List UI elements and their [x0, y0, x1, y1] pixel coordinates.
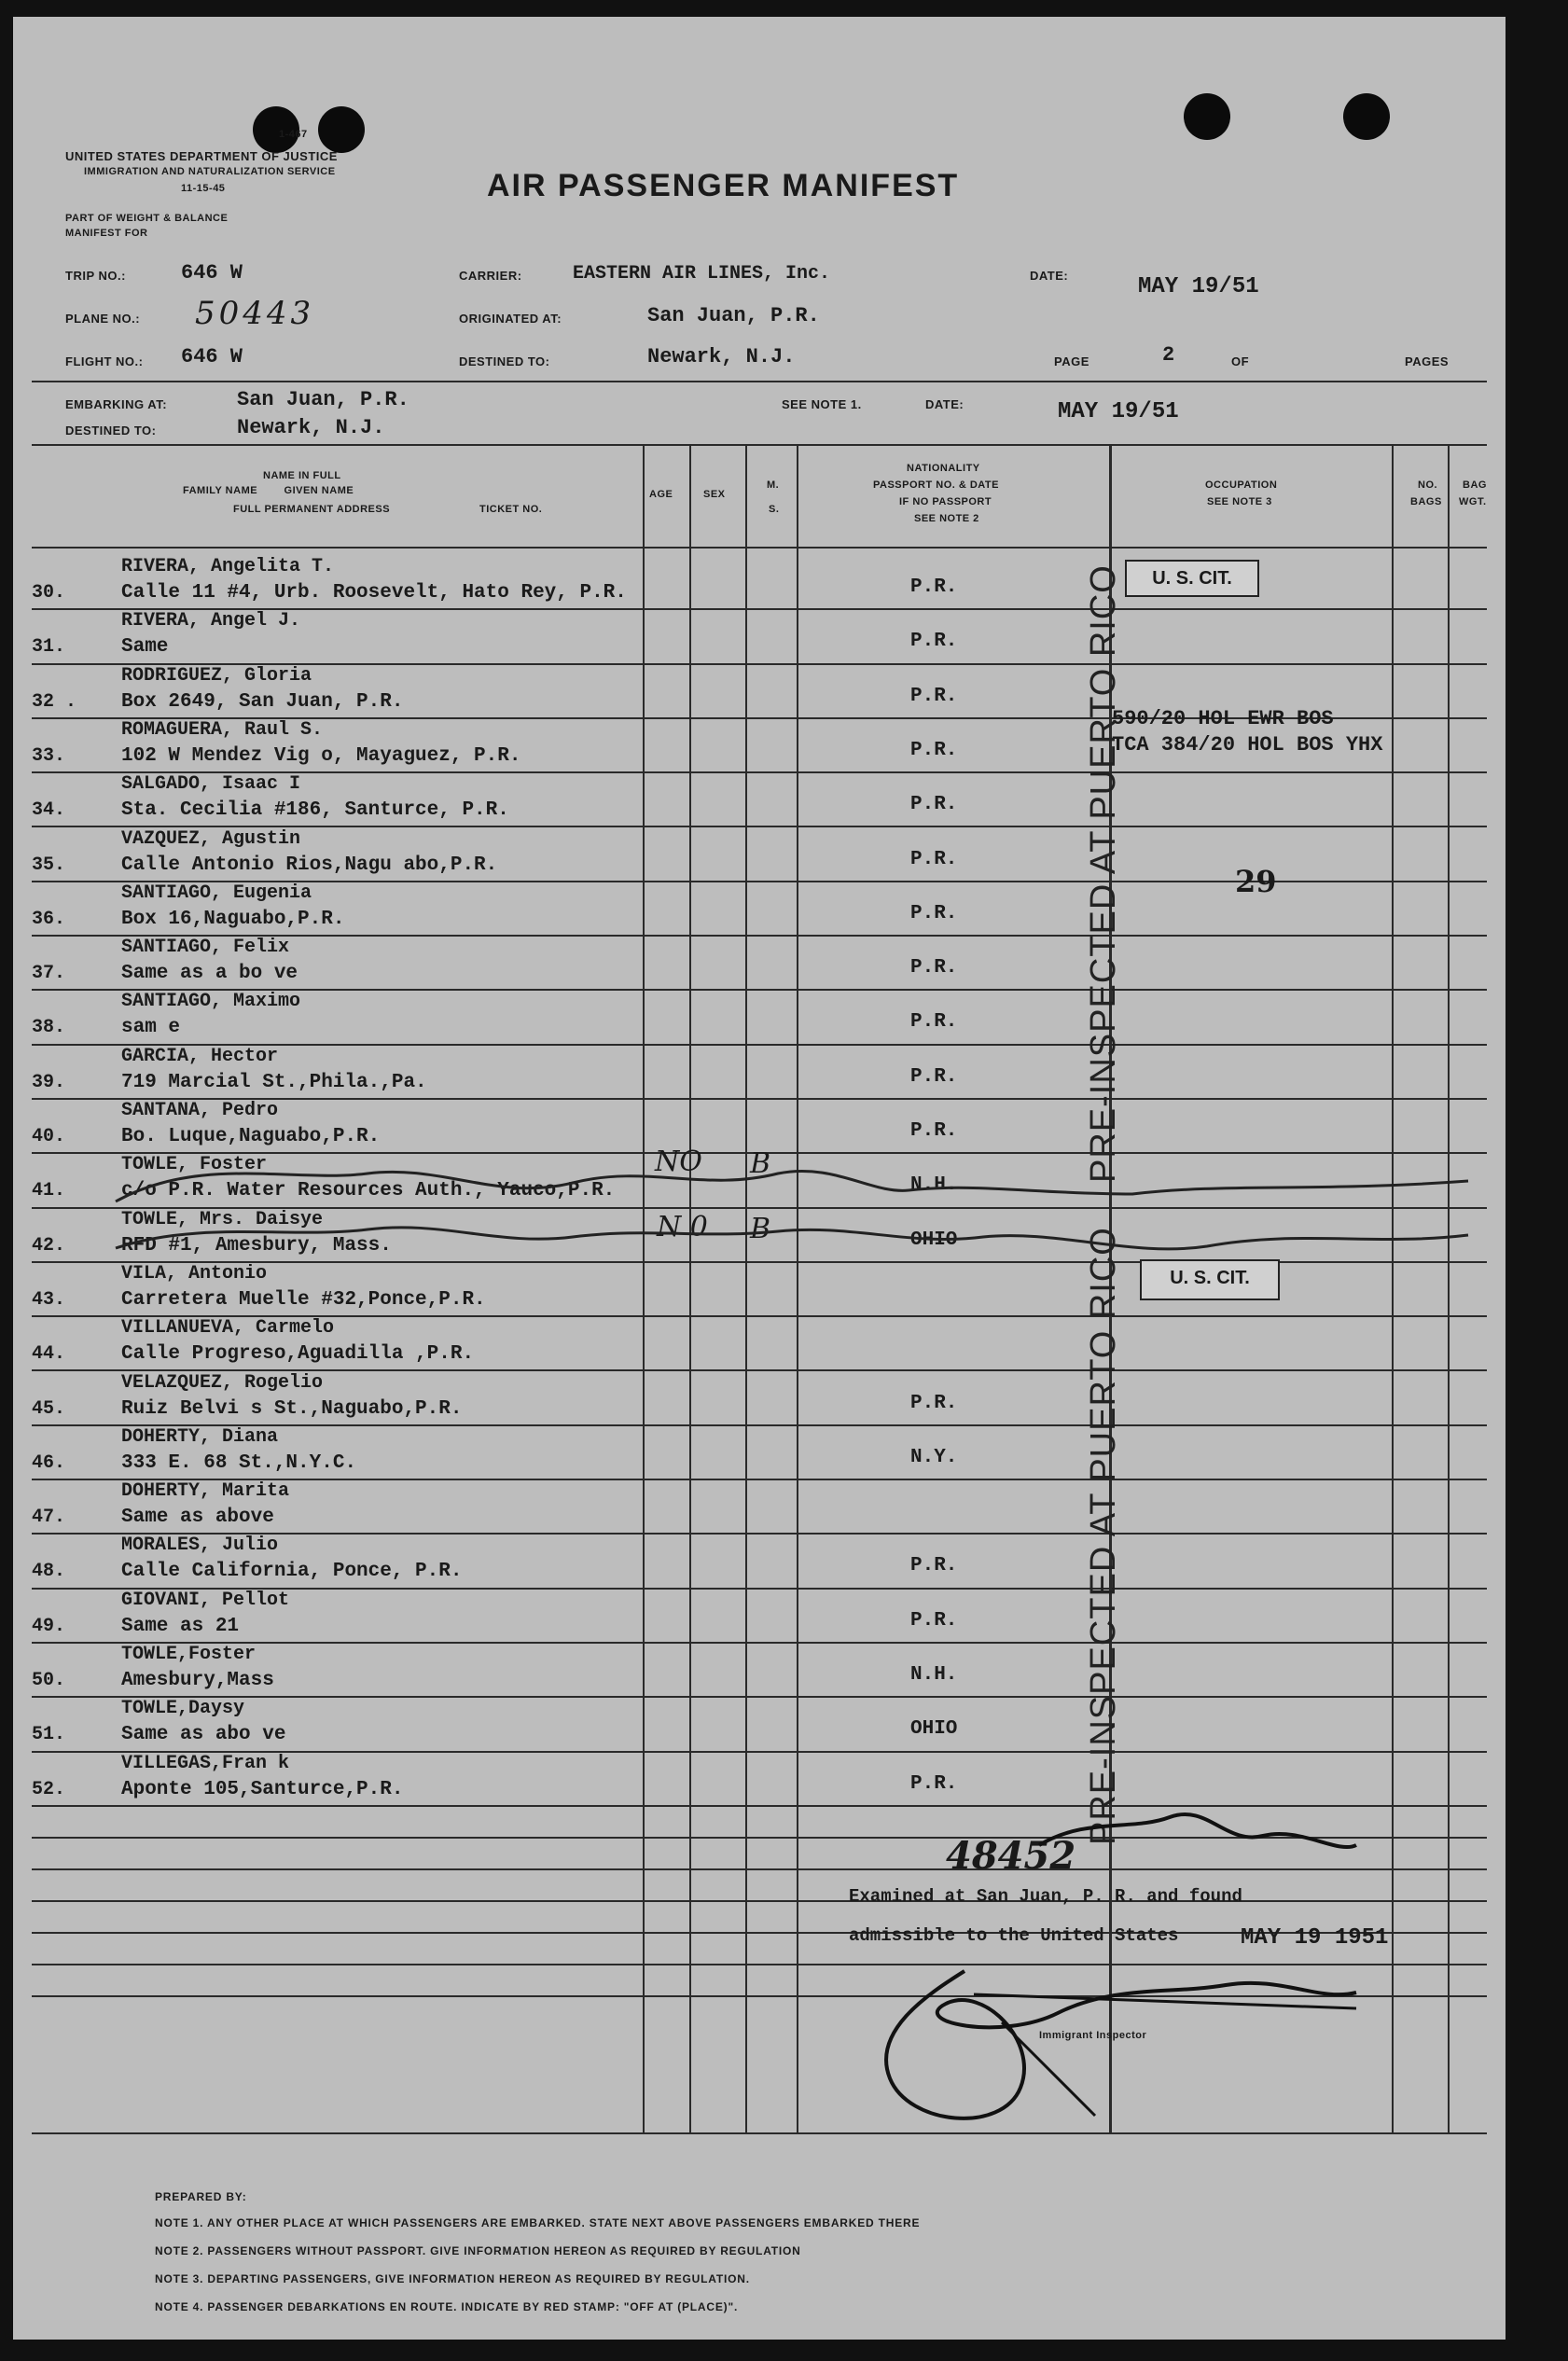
- passenger-nationality: OHIO: [910, 1229, 958, 1251]
- passenger-nationality: P.R.: [910, 957, 958, 979]
- passenger-name: VAZQUEZ, Agustin: [121, 827, 301, 850]
- admissible-text: admissible to the United States: [849, 1925, 1179, 1946]
- note-3: NOTE 3. DEPARTING PASSENGERS, GIVE INFORMATION HEREON AS REQUIRED BY REGULATION.: [155, 2272, 750, 2285]
- destined-value: Newark, N.J.: [647, 345, 796, 368]
- passenger-address: Same as a bo ve: [121, 963, 298, 985]
- passenger-name: TOWLE,Foster: [121, 1644, 257, 1665]
- passenger-address: 333 E. 68 St.,N.Y.C.: [121, 1451, 357, 1474]
- originated-value: San Juan, P.R.: [647, 304, 820, 327]
- passenger-address: 719 Marcial St.,Phila.,Pa.: [121, 1071, 427, 1093]
- flight-value: 646 W: [181, 345, 243, 368]
- department-name: UNITED STATES DEPARTMENT OF JUSTICE: [65, 149, 338, 163]
- row-number: 38.: [32, 1017, 66, 1039]
- row-number: 44.: [32, 1343, 66, 1366]
- table-bottom: [32, 2132, 1487, 2134]
- form-date-code: 11-15-45: [181, 183, 226, 194]
- row-number: 37.: [32, 963, 66, 985]
- examination-date: MAY 19 1951: [1241, 1925, 1389, 1951]
- examined-text: Examined at San Juan, P. R. and found: [849, 1886, 1242, 1907]
- col-see-note3-header: SEE NOTE 3: [1207, 496, 1272, 507]
- row-number: 39.: [32, 1071, 66, 1093]
- flight-label: FLIGHT NO.:: [65, 354, 144, 368]
- passenger-address: Box 16,Naguabo,P.R.: [121, 908, 345, 930]
- passenger-name: RODRIGUEZ, Gloria: [121, 664, 312, 687]
- col-weight-header: BAG: [1463, 479, 1487, 491]
- row-number: 48.: [32, 1561, 66, 1583]
- col-name-header: NAME IN FULL: [263, 470, 341, 481]
- row-number: 46.: [32, 1451, 66, 1474]
- passenger-nationality: N.H.: [910, 1174, 958, 1197]
- passenger-name: DOHERTY, Diana: [121, 1425, 279, 1448]
- passenger-name: SANTIAGO, Felix: [121, 937, 290, 959]
- col-age-header: AGE: [649, 489, 673, 500]
- preinspected-stamp: PRE-INSPECTED AT PUERTO RICO: [1084, 564, 1123, 1183]
- occupation-flight-2: TCA 384/20 HOL BOS YHX: [1112, 733, 1383, 757]
- passenger-nationality: P.R.: [910, 1609, 958, 1632]
- us-citizen-stamp: U. S. CIT.: [1125, 560, 1259, 597]
- row-number: 30.: [32, 582, 66, 604]
- passenger-name: ROMAGUERA, Raul S.: [121, 718, 324, 741]
- passenger-name: TOWLE,Daysy: [121, 1698, 245, 1720]
- passenger-name: DOHERTY, Marita: [121, 1480, 290, 1503]
- passenger-name: VELAZQUEZ, Rogelio: [121, 1371, 324, 1394]
- carrier-label: CARRIER:: [459, 269, 522, 283]
- passenger-name: TOWLE, Foster: [121, 1154, 268, 1176]
- passenger-name: VILLEGAS,Fran k: [121, 1752, 290, 1774]
- note-1: NOTE 1. ANY OTHER PLACE AT WHICH PASSENGERS ARE EMBARKED. STATE NEXT ABOVE PASSENGERS EMBARKED THERE: [155, 2216, 921, 2229]
- passenger-address: Calle Progreso,Aguadilla ,P.R.: [121, 1343, 475, 1366]
- page-title: AIR PASSENGER MANIFEST: [487, 168, 960, 203]
- row-number: 36.: [32, 908, 66, 930]
- originated-label: ORIGINATED AT:: [459, 312, 562, 326]
- passenger-address: c/o P.R. Water Resources Auth., Yauco,P.R.: [121, 1180, 616, 1202]
- us-citizen-stamp: U. S. CIT.: [1140, 1259, 1280, 1300]
- struck-age-41: NO: [655, 1146, 702, 1178]
- passenger-name: RIVERA, Angel J.: [121, 610, 301, 632]
- preinspected-stamp: PRE-INSPECTED AT PUERTO RICO: [1084, 1227, 1123, 1845]
- passenger-address: Same: [121, 636, 169, 659]
- occupation-flight-1: 590/20 HOL EWR BOS: [1112, 707, 1334, 730]
- passenger-address: Same as abo ve: [121, 1724, 286, 1746]
- service-name: IMMIGRATION AND NATURALIZATION SERVICE: [84, 166, 336, 177]
- row-number: 32 .: [32, 690, 77, 713]
- struck-sex-42: B: [750, 1213, 771, 1245]
- page-label: PAGE: [1054, 354, 1089, 368]
- passenger-address: Calle California, Ponce, P.R.: [121, 1561, 463, 1583]
- row-number: 51.: [32, 1724, 66, 1746]
- passenger-address: Calle 11 #4, Urb. Roosevelt, Hato Rey, P.R.: [121, 582, 627, 604]
- embarking-label: EMBARKING AT:: [65, 397, 168, 411]
- prepared-by-label: PREPARED BY:: [155, 2190, 247, 2203]
- row-number: 33.: [32, 744, 66, 767]
- form-number: 1-467: [279, 129, 308, 140]
- passenger-nationality: P.R.: [910, 1065, 958, 1088]
- passenger-name: MORALES, Julio: [121, 1535, 279, 1557]
- row-number: 43.: [32, 1288, 66, 1311]
- passenger-name: GIOVANI, Pellot: [121, 1589, 290, 1611]
- col-address-header: FULL PERMANENT ADDRESS: [233, 504, 391, 515]
- passenger-nationality: N.H.: [910, 1664, 958, 1686]
- passenger-nationality: N.Y.: [910, 1446, 958, 1468]
- col-ms-header-2: S.: [769, 504, 780, 515]
- date-value: MAY 19/51: [1138, 274, 1259, 299]
- col-see-note2-header: SEE NOTE 2: [914, 513, 979, 524]
- officer-title: Immigrant Inspector: [1039, 2030, 1147, 2041]
- handwritten-number: 48452: [946, 1834, 1076, 1878]
- passenger-address: sam e: [121, 1017, 181, 1039]
- passenger-address: Calle Antonio Rios,Nagu abo,P.R.: [121, 854, 498, 876]
- struck-sex-41: B: [750, 1147, 771, 1180]
- passenger-address: 102 W Mendez Vig o, Mayaguez, P.R.: [121, 744, 521, 767]
- note-2: NOTE 2. PASSENGERS WITHOUT PASSPORT. GIVE INFORMATION HEREON AS REQUIRED BY REGULATION: [155, 2244, 801, 2257]
- passenger-address: Sta. Cecilia #186, Santurce, P.R.: [121, 799, 509, 822]
- embark-destined-label: DESTINED TO:: [65, 424, 157, 437]
- col-ticket-header: TICKET NO.: [479, 504, 543, 515]
- row-number: 42.: [32, 1234, 66, 1257]
- passenger-nationality: P.R.: [910, 576, 958, 598]
- passenger-name: SANTANA, Pedro: [121, 1100, 279, 1121]
- row-number: 52.: [32, 1778, 66, 1800]
- row-number: 45.: [32, 1397, 66, 1420]
- struck-age-42: N 0: [657, 1211, 708, 1243]
- passenger-address: Same as above: [121, 1507, 274, 1529]
- row-number: 41.: [32, 1180, 66, 1202]
- date-label: DATE:: [1030, 269, 1069, 283]
- col-weight-header-2: WGT.: [1459, 496, 1487, 507]
- plane-value: 50443: [195, 295, 315, 332]
- inspector-signature: [13, 17, 1506, 2340]
- note-4: NOTE 4. PASSENGER DEBARKATIONS EN ROUTE. INDICATE BY RED STAMP: "OFF AT (PLACE)".: [155, 2300, 739, 2313]
- col-passport-header: PASSPORT NO. & DATE: [873, 479, 999, 491]
- page-value: 2: [1162, 343, 1175, 367]
- col-nationality-header: NATIONALITY: [907, 463, 980, 474]
- passenger-nationality: P.R.: [910, 902, 958, 924]
- passenger-nationality: OHIO: [910, 1718, 958, 1741]
- of-label: OF: [1231, 354, 1250, 368]
- col-occupation-header: OCCUPATION: [1205, 479, 1278, 491]
- col-if-no-passport-header: IF NO PASSPORT: [899, 496, 992, 507]
- passenger-nationality: P.R.: [910, 739, 958, 761]
- passenger-address: Box 2649, San Juan, P.R.: [121, 690, 404, 713]
- pages-label: PAGES: [1405, 354, 1450, 368]
- passenger-address: RFD #1, Amesbury, Mass.: [121, 1234, 392, 1257]
- col-ms-header: M.: [767, 479, 780, 491]
- manifest-for-label: MANIFEST FOR: [65, 228, 148, 239]
- row-number: 40.: [32, 1126, 66, 1147]
- passenger-nationality: P.R.: [910, 631, 958, 653]
- see-note-label: SEE NOTE 1.: [782, 397, 862, 411]
- passenger-nationality: P.R.: [910, 848, 958, 870]
- plane-label: PLANE NO.:: [65, 312, 141, 326]
- passenger-name: SANTIAGO, Maximo: [121, 991, 301, 1013]
- row-number: 31.: [32, 636, 66, 659]
- col-sex-header: SEX: [703, 489, 726, 500]
- col-bags-header-2: BAGS: [1410, 496, 1442, 507]
- col-bags-header: NO.: [1418, 479, 1438, 491]
- passenger-name: TOWLE, Mrs. Daisye: [121, 1208, 324, 1230]
- passenger-address: Aponte 105,Santurce,P.R.: [121, 1778, 404, 1800]
- embarking-value: San Juan, P.R.: [237, 388, 409, 411]
- passenger-name: VILA, Antonio: [121, 1262, 268, 1285]
- passenger-name: RIVERA, Angelita T.: [121, 556, 335, 577]
- passenger-address: Bo. Luque,Naguabo,P.R.: [121, 1126, 381, 1147]
- passenger-name: SANTIAGO, Eugenia: [121, 882, 312, 904]
- row-number: 34.: [32, 799, 66, 822]
- row-number: 35.: [32, 854, 66, 876]
- passenger-nationality: P.R.: [910, 794, 958, 816]
- passenger-address: Same as 21: [121, 1615, 240, 1637]
- trip-label: TRIP NO.:: [65, 269, 126, 283]
- embark-destined-value: Newark, N.J.: [237, 416, 385, 439]
- passenger-name: SALGADO, Isaac I: [121, 773, 301, 796]
- passenger-nationality: P.R.: [910, 1772, 958, 1795]
- passenger-nationality: P.R.: [910, 685, 958, 707]
- passenger-nationality: P.R.: [910, 1392, 958, 1414]
- passenger-address: Carretera Muelle #32,Ponce,P.R.: [121, 1288, 486, 1311]
- trip-value: 646 W: [181, 261, 243, 285]
- row-number: 49.: [32, 1615, 66, 1637]
- passenger-address: Amesbury,Mass: [121, 1670, 274, 1691]
- col-family-given-header: FAMILY NAME GIVEN NAME: [183, 485, 354, 496]
- row-number: 50.: [32, 1670, 66, 1691]
- carrier-value: EASTERN AIR LINES, Inc.: [573, 263, 831, 285]
- passenger-name: VILLANUEVA, Carmelo: [121, 1317, 335, 1340]
- embark-date-label: DATE:: [925, 397, 964, 411]
- manifest-page: [13, 17, 1506, 2340]
- passenger-nationality: P.R.: [910, 1011, 958, 1034]
- part-of-label: PART OF WEIGHT & BALANCE: [65, 213, 229, 224]
- embark-date-value: MAY 19/51: [1058, 399, 1179, 424]
- passenger-nationality: P.R.: [910, 1120, 958, 1142]
- passenger-address: Ruiz Belvi s St.,Naguabo,P.R.: [121, 1397, 463, 1420]
- occupation-mark: 29: [1235, 864, 1277, 899]
- passenger-name: GARCIA, Hector: [121, 1045, 279, 1067]
- passenger-nationality: P.R.: [910, 1555, 958, 1577]
- row-number: 47.: [32, 1507, 66, 1529]
- destined-label: DESTINED TO:: [459, 354, 550, 368]
